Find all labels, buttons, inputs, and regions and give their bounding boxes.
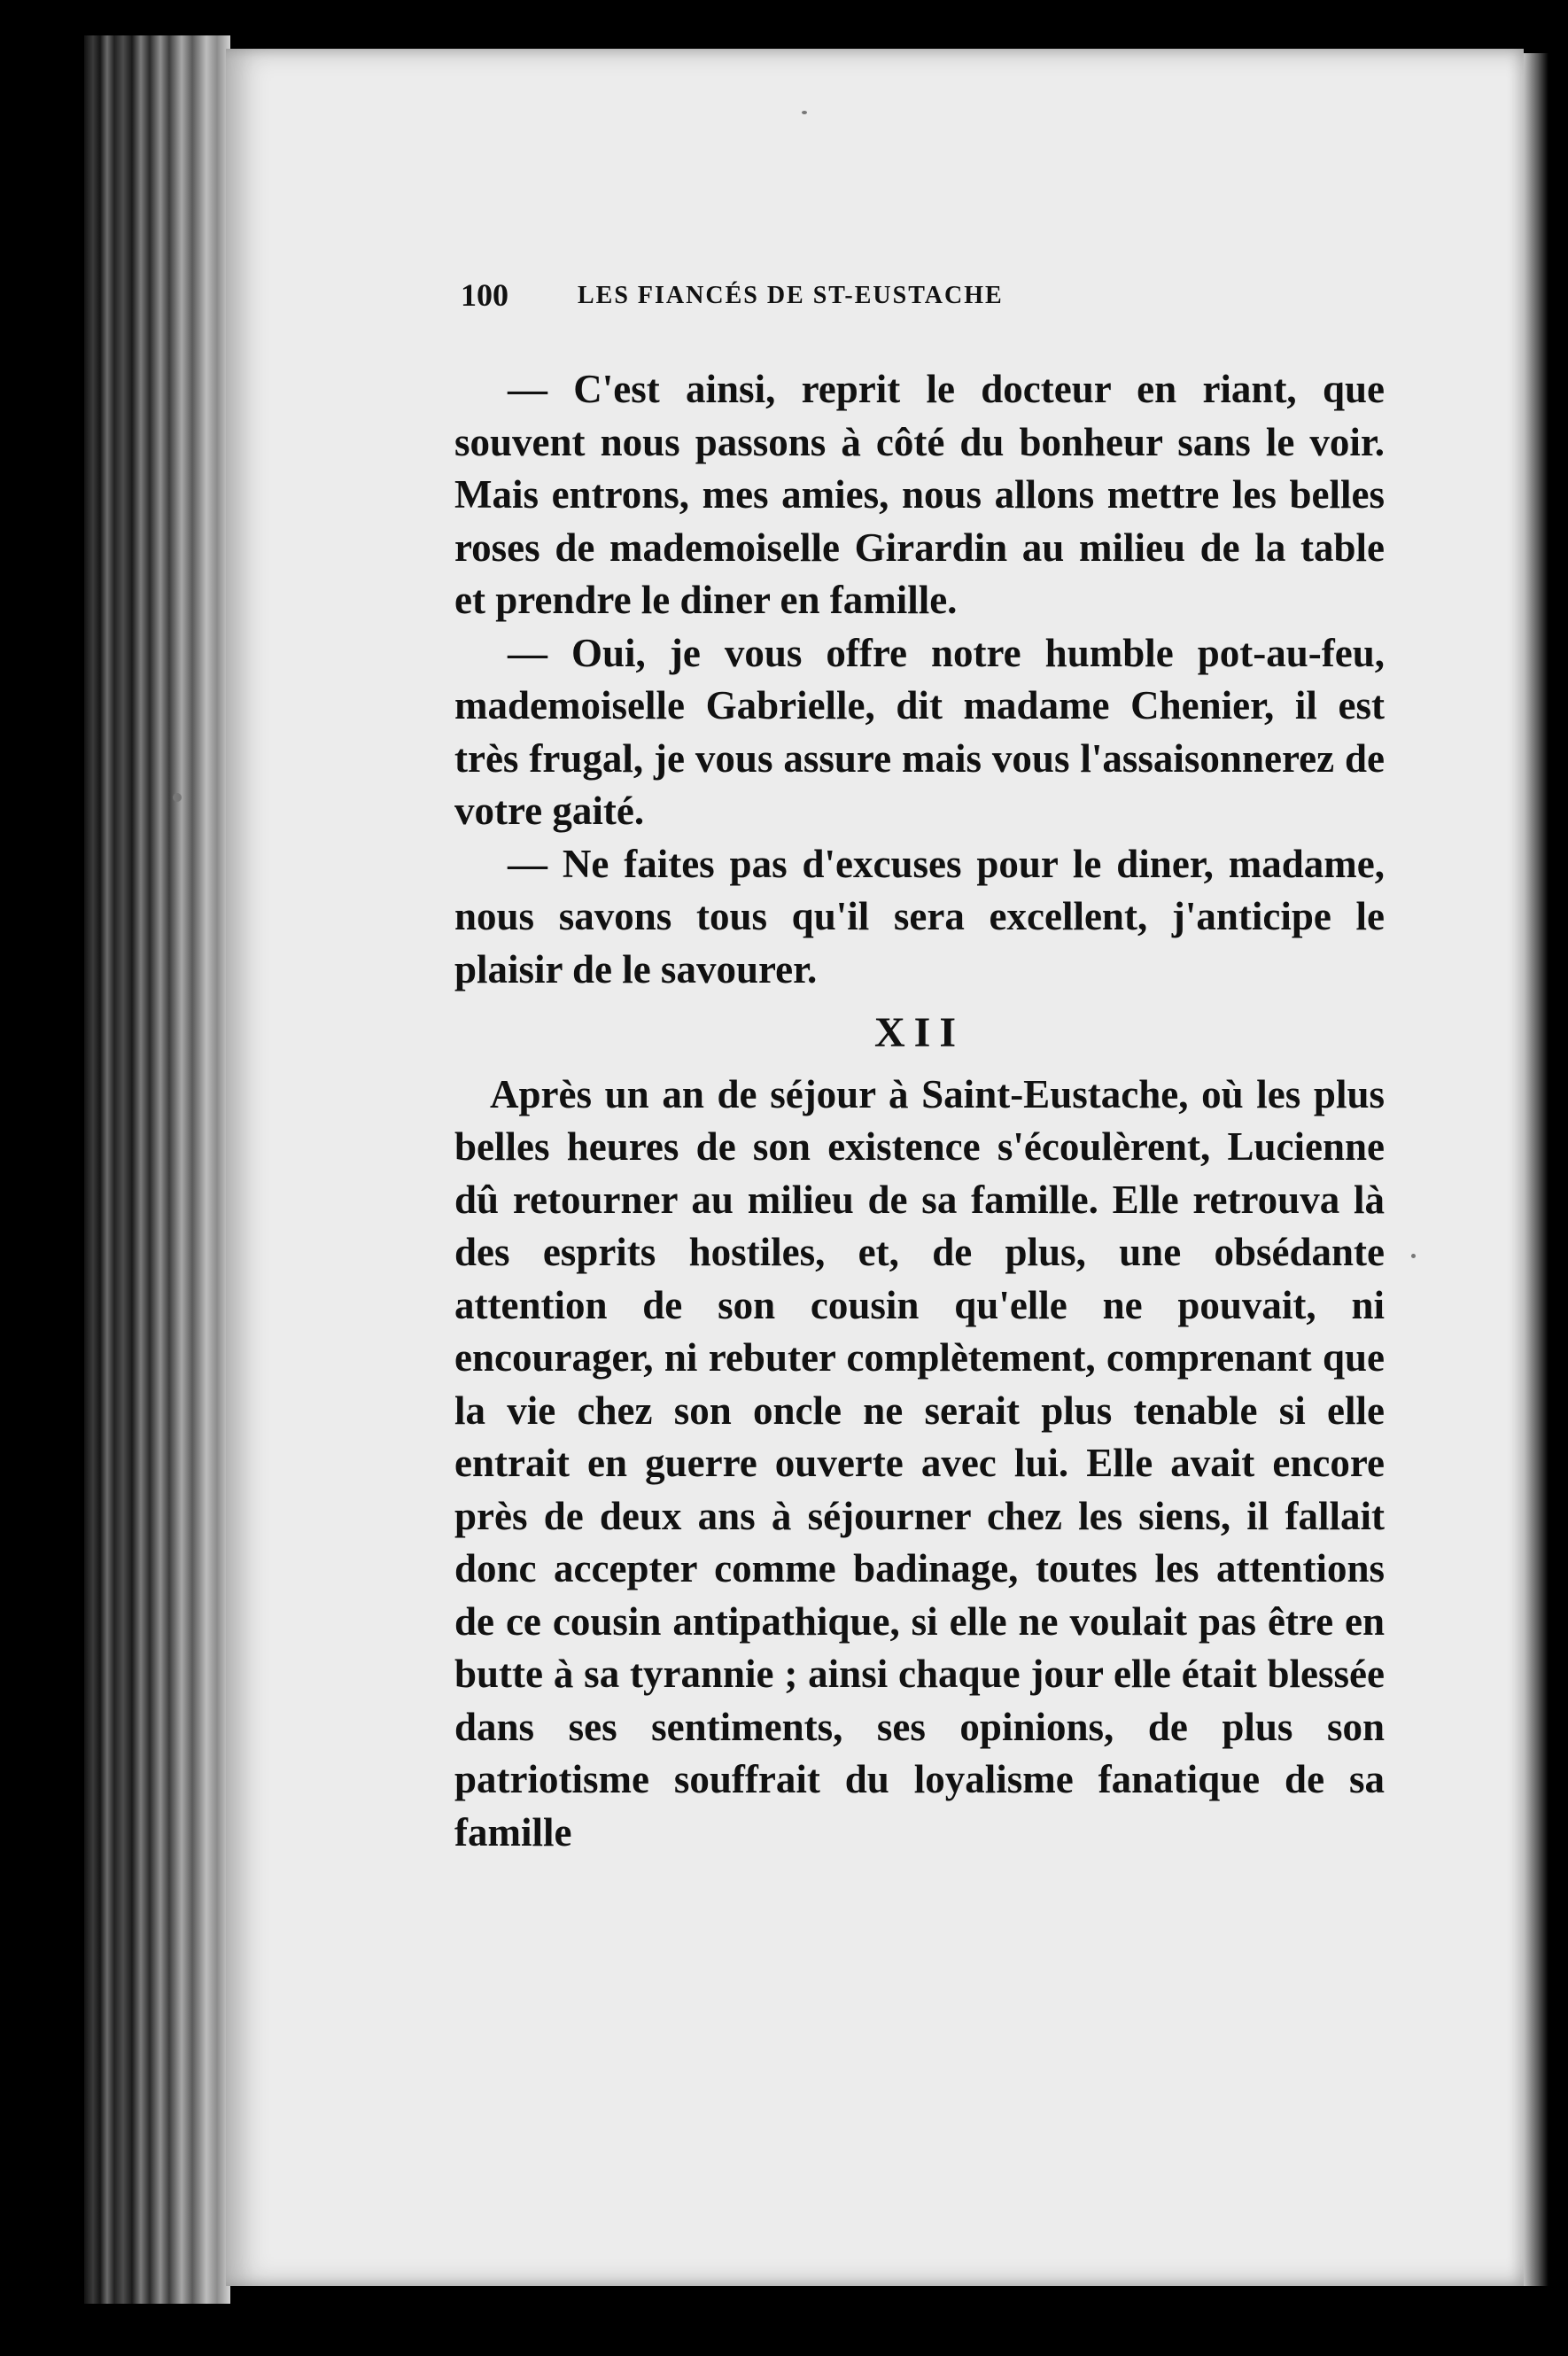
paragraph-dialogue-3: — Ne faites pas d'excuses pour le diner, madame, nous savons tous qu'il sera excellent, j'anticipe le plaisir de le savourer. (454, 841, 1385, 991)
book-binding-edge (84, 35, 230, 2304)
chapter-paragraph: Après un an de séjour à Saint-Eustache, où les plus belles heures de son existence s'écoulèrent, Lucienne dû retourner au milieu de sa famille. Elle retrouva là des esprits hostiles, et, de plus, une obsédante attention de son cousin qu'elle ne pouvait, ni encourager, ni rebuter complètement, comprenant que la vie chez son oncle ne serait plus tenable si elle entrait en guerre ouverte avec lui. Elle avait encore près de deux ans à séjourner chez les siens, il fallait donc accepter comme badinage, toutes les attentions de ce cousin antipathique, si elle ne voulait pas être en butte à sa tyrannie ; ainsi chaque jour elle était blessée dans ses sentiments, ses opinions, de plus son patriotisme souffrait du loyalisme fanatique de sa famille (454, 1071, 1385, 1854)
paper-speck (173, 793, 182, 802)
running-head (461, 276, 1382, 321)
page-number: 100 (461, 277, 508, 313)
paper-speck (1411, 1254, 1416, 1258)
page-right-edge (1522, 53, 1549, 2286)
book-title: LES FIANCÉS DE ST-EUSTACHE (578, 282, 1004, 309)
chapter-heading: XII (873, 1009, 966, 1056)
page-text (454, 363, 1385, 1859)
paragraph-dialogue-2: — Oui, je vous offre notre humble pot-au-feu, mademoiselle Gabrielle, dit madame Chenier, il est très frugal, je vous assure mais vous l'assaisonnerez de votre gaité. (454, 630, 1385, 833)
paper-speck (802, 111, 807, 114)
paragraph-dialogue-1: — C'est ainsi, reprit le docteur en riant, que souvent nous passons à côté du bonheur sans le voir. Mais entrons, mes amies, nous allons mettre les belles roses de mademoiselle Girardin au milieu de la table et prendre le diner en famille. (454, 367, 1385, 622)
